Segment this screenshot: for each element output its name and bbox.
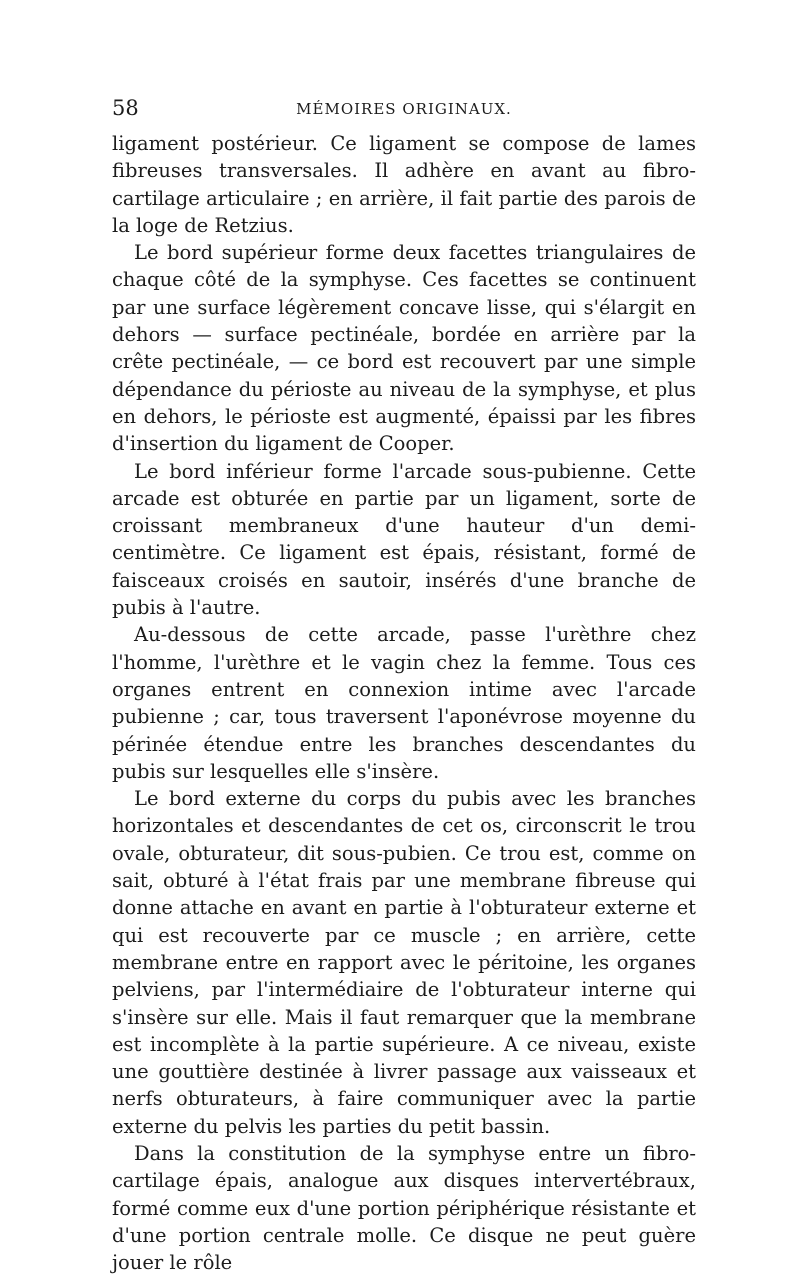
- paragraph-bord-externe: Le bord externe du corps du pubis avec les branches horizontales et descendantes de cet os, circonscrit le trou ovale, obturateur, dit sous-pubien. Ce trou est, comme on sait, obturé à l'état frais par une membrane fibreuse qui donne attache en avant en partie à l'obturateur externe et qui est recouverte par ce muscle ; en arrière, cette membrane entre en rapport avec le péritoine, les organes pelviens, par l'intermédiaire de l'obturateur interne qui s'insère sur elle. Mais il faut remarquer que la membrane est incomplète à la partie supérieure. A ce niveau, existe une gouttière destinée à livrer passage aux vaisseaux et nerfs obturateurs, à faire communiquer avec la partie externe du pelvis les parties du petit bassin.: [112, 787, 696, 1138]
- paragraph-au-dessous: Au-dessous de cette arcade, passe l'urèthre chez l'homme, l'urèthre et le vagin chez la femme. Tous ces organes entrent en connexion intime avec l'arcade pubienne ; car, tous traversent l'aponévrose moyenne du périnée étendue entre les branches descendantes du pubis sur lesquelles elle s'insère.: [112, 623, 696, 783]
- paragraph-bord-inferieur: Le bord inférieur forme l'arcade sous-pubienne. Cette arcade est obturée en partie par un ligament, sorte de croissant membraneux d'une hauteur d'un demi-centimètre. Ce ligament est épais, résistant, formé de faisceaux croisés en sautoir, insérés d'une branche de pubis à l'autre.: [112, 459, 696, 620]
- body-text: [112, 130, 696, 1276]
- paragraph-constitution: Dans la constitution de la symphyse entre un fibro-cartilage épais, analogue aux disques intervertébraux, formé comme eux d'une portion périphérique résistante et d'une portion centrale molle. Ce disque ne peut guère jouer le rôle: [112, 1141, 696, 1275]
- page-number: 58: [112, 96, 139, 120]
- paragraph-bord-superieur: Le bord supérieur forme deux facettes triangulaires de chaque côté de la symphyse. Ces facettes se continuent par une surface légèrement concave lisse, qui s'élargit en dehors — surface pectinéale, bordée en arrière par la crête pectinéale, — ce bord est recouvert par une simple dépendance du périoste au niveau de la symphyse, et plus en dehors, le périoste est augmenté, épaissi par les fibres d'insertion du ligament de Cooper.: [112, 241, 696, 456]
- running-title: MÉMOIRES ORIGINAUX.: [296, 100, 512, 118]
- page-header: [112, 96, 696, 126]
- paragraph-continuation: ligament postérieur. Ce ligament se compose de lames fibreuses transversales. Il adhère en avant au fibro-cartilage articulaire ; en arrière, il fait partie des parois de la loge de Retzius.: [112, 132, 696, 237]
